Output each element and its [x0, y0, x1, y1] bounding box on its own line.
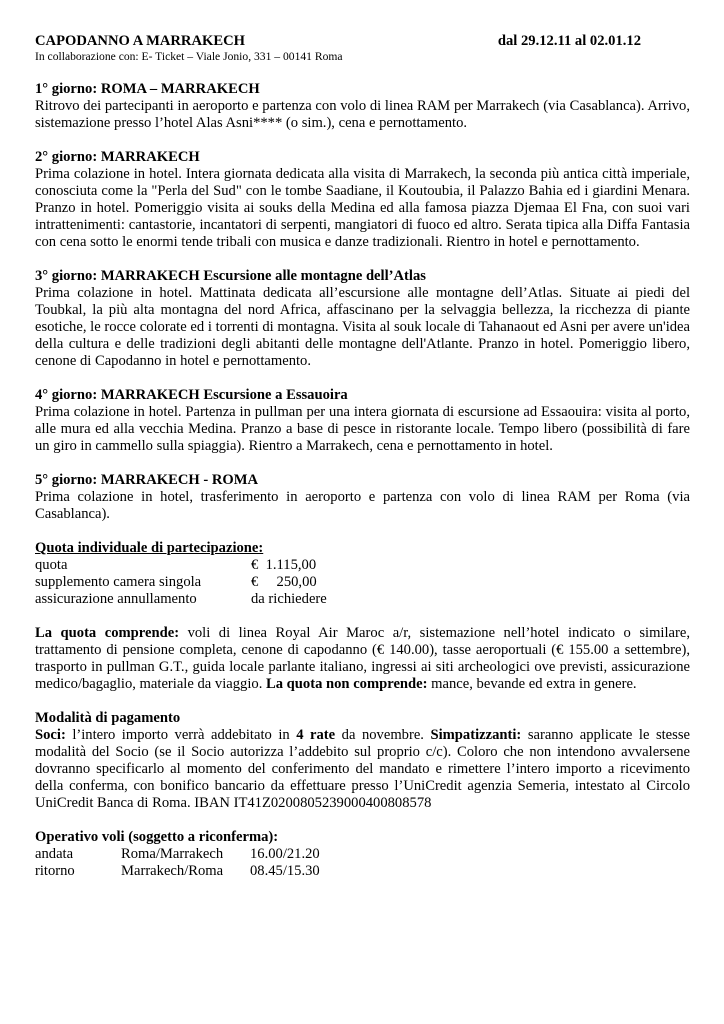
includes-text: voli di linea Royal Air Maroc a/r, sistemazione nell’hotel indicato o similare, trattamento di pensione completa, cenone di capodanno (€ 140.00), tasse aeroportuali (€ 155.00 a settembre), trasporto in pullman G.T., guida locale parlante italiano, ingressi ai siti archeologici ove previsti, assicurazione medico/bagaglio, materiale da viaggio.: [35, 625, 690, 692]
day-title: 2° giorno: MARRAKECH: [35, 149, 200, 165]
quota-table: [35, 557, 327, 608]
installments: 4 rate: [296, 727, 336, 743]
flight-type: andata: [35, 846, 74, 862]
day-title: 1° giorno: ROMA – MARRAKECH: [35, 81, 260, 97]
travel-dates: dal 29.12.11 al 02.01.12: [497, 33, 641, 49]
quota-label: assicurazione annullamento: [35, 591, 197, 607]
day-section: [35, 81, 690, 132]
day-title: 3° giorno: MARRAKECH Escursione alle montagne dell’Atlas: [35, 268, 426, 284]
day-text: Prima colazione in hotel. Intera giornata dedicata alla visita di Marrakech, la seconda più antica città imperiale, conosciuta come la "Perla del Sud" con le tombe Saadiane, il Koutoubia, il Palazzo Bahia ed i giardini Menara. Pranzo in hotel. Pomeriggio visita ai souks della Medina ed alla famosa piazza Djemaa El Fna, con suoi vari intrattenimenti: cantastorie, incantatori di serpenti, mangiatori di fuoco ed altro. Serata tipica alla Diffa Fantasia con cena sotto le enormi tende tribali con musica e danze tradizionali. Rientro in hotel e pernottamento.: [35, 166, 690, 250]
quota-section: [35, 540, 690, 608]
day-title: 5° giorno: MARRAKECH - ROMA: [35, 472, 259, 488]
includes-label: La quota comprende:: [35, 625, 180, 641]
quota-value: € 250,00: [251, 574, 317, 590]
flight-type: ritorno: [35, 863, 75, 879]
day-section: [35, 268, 690, 370]
quota-row: [35, 591, 327, 608]
quota-label: quota: [35, 557, 68, 573]
quota-label: supplemento camera singola: [35, 574, 202, 590]
flight-time: 08.45/15.30: [250, 863, 320, 879]
excludes-text: mance, bevande ed extra in genere.: [427, 676, 637, 692]
payment-section: [35, 710, 690, 812]
members-text-end: da novembre.: [335, 727, 431, 743]
day-text: Prima colazione in hotel. Mattinata dedicata all’escursione alle montagne dell’Atlas. Situate ai piedi del Toubkal, la più alta montagna del nord Africa, affascinano per la selvaggia bellezza, la ricchezza di piante esotiche, le rocce colorate ed i torrenti di montagna. Visita al souk locale di Tahanaout ed Asni per avere un'idea della cultura e delle tradizioni degli abitanti delle montagne dell'Atlante. Pranzo in hotel. Pomeriggio libero, cenone di Capodanno in hotel e pernottamento.: [35, 285, 690, 369]
quota-includes-paragraph: [35, 625, 690, 693]
quota-value: da richiedere: [251, 591, 327, 607]
day-text: Prima colazione in hotel, trasferimento in aeroporto e partenza con volo di linea RAM per Roma (via Casablanca).: [35, 489, 690, 522]
flights-title: Operativo voli (soggetto a riconferma):: [35, 829, 279, 845]
day-title: 4° giorno: MARRAKECH Escursione a Essauoira: [35, 387, 348, 403]
collaboration-note: In collaborazione con: E- Ticket – Viale Jonio, 331 – 00141 Roma: [35, 50, 343, 63]
flight-time: 16.00/21.20: [250, 846, 320, 862]
flight-row: [35, 863, 320, 880]
quota-row: [35, 574, 327, 591]
document-header: [35, 33, 690, 50]
flights-section: [35, 829, 690, 880]
day-section: [35, 472, 690, 523]
excludes-label: La quota non comprende:: [266, 676, 428, 692]
document-content: [35, 33, 690, 880]
day-section: [35, 387, 690, 455]
day-text: Ritrovo dei partecipanti in aeroporto e partenza con volo di linea RAM per Marrakech (via Casablanca). Arrivo, sistemazione presso l’hotel Alas Asni**** (o sim.), cena e pernottamento.: [35, 98, 690, 131]
supporters-label: Simpatizzanti:: [430, 727, 522, 743]
quota-value: € 1.115,00: [251, 557, 317, 573]
document-title: CAPODANNO A MARRAKECH: [35, 33, 245, 49]
flight-row: [35, 846, 320, 863]
members-label: Soci:: [35, 727, 66, 743]
day-section: [35, 149, 690, 251]
payment-title: Modalità di pagamento: [35, 710, 181, 726]
flights-table: [35, 846, 320, 880]
day-text: Prima colazione in hotel. Partenza in pullman per una intera giornata di escursione ad Essaouira: visita al porto, alle mura ed alla vecchia Medina. Pranzo a base di pesce in ristorante locale. Tempo libero (possibilità di fare un giro in cammello sulla spiaggia). Rientro a Marrakech, cena e pernottamento in hotel.: [35, 404, 690, 454]
supporters-text: saranno applicate le stesse modalità del Socio (se il Socio autorizza l’addebito sul proprio c/c). Coloro che non intendono avvalersene dovranno specificarlo al momento del conferimento del mandato e rimettere l’intero importo a ricevimento della conferma, con bonifico bancario da effettuare presso l’UniCredit agenzia Semeria, intestato al Circolo UniCredit Banca di Roma. IBAN IT41Z0200805239000400808578: [35, 727, 690, 811]
quota-row: [35, 557, 327, 574]
members-text: l’intero importo verrà addebitato in: [65, 727, 297, 743]
payment-text: [35, 727, 690, 812]
flight-route: Roma/Marrakech: [121, 846, 224, 862]
flight-route: Marrakech/Roma: [121, 863, 224, 879]
quota-title: Quota individuale di partecipazione:: [35, 540, 264, 556]
